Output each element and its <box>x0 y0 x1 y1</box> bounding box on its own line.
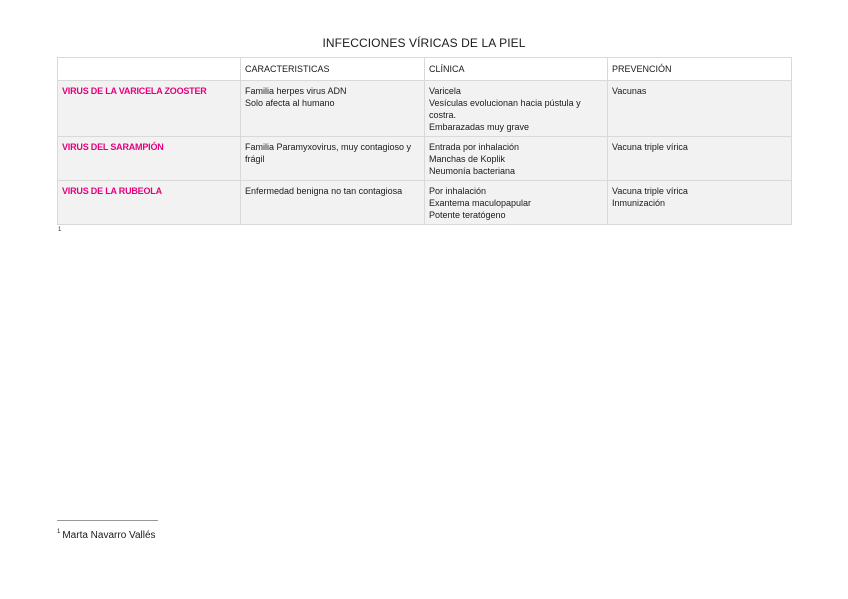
clinica-line: Neumonía bacteriana <box>429 166 516 176</box>
caracteristica-line: Familia herpes virus ADN <box>245 86 347 96</box>
footnote <box>57 530 156 541</box>
clinica-line: Por inhalación <box>429 186 487 196</box>
footnote-divider <box>57 520 158 521</box>
caracteristicas-cell <box>241 181 425 225</box>
virus-name: VIRUS DE LA VARICELA ZOOSTER <box>62 86 207 96</box>
clinica-line: Entrada por inhalación <box>429 142 520 152</box>
prevencion-cell <box>608 181 792 225</box>
caracteristica-line: Familia Paramyxovirus, muy contagioso y frágil <box>245 142 412 164</box>
clinica-cell <box>425 137 608 181</box>
clinica-line: Manchas de Koplik <box>429 154 506 164</box>
clinica-line: Embarazadas muy grave <box>429 122 530 132</box>
virus-name-cell <box>58 137 241 181</box>
table-header-row <box>58 58 792 81</box>
page-title: INFECCIONES VÍRICAS DE LA PIEL <box>322 36 526 50</box>
prevencion-line: Vacuna triple vírica <box>612 142 688 152</box>
footnote-marker: 1 <box>57 529 61 535</box>
clinica-line: Vesículas evolucionan hacia pústula y costra. <box>429 98 581 120</box>
clinica-line: Exantema maculopapular <box>429 198 532 208</box>
virus-name: VIRUS DE LA RUBEOLA <box>62 186 162 196</box>
prevencion-line: Vacunas <box>612 86 647 96</box>
caracteristica-line: Enfermedad benigna no tan contagiosa <box>245 186 403 196</box>
table-row <box>58 81 792 137</box>
caracteristicas-cell <box>241 137 425 181</box>
caracteristica-line: Solo afecta al humano <box>245 98 335 108</box>
header-caracteristicas: CARACTERISTICAS <box>241 58 425 81</box>
clinica-line: Potente teratógeno <box>429 210 506 220</box>
virus-table <box>57 57 792 225</box>
clinica-cell <box>425 181 608 225</box>
clinica-cell <box>425 81 608 137</box>
footnote-text: Marta Navarro Vallés <box>62 530 156 541</box>
header-empty <box>58 58 241 81</box>
header-clinica: CLÍNICA <box>425 58 608 81</box>
prevencion-cell <box>608 137 792 181</box>
table-row <box>58 137 792 181</box>
virus-name-cell <box>58 81 241 137</box>
virus-name: VIRUS DEL SARAMPIÓN <box>62 142 164 152</box>
prevencion-line: Inmunización <box>612 198 666 208</box>
header-prevencion: PREVENCIÓN <box>608 58 792 81</box>
caracteristicas-cell <box>241 81 425 137</box>
virus-name-cell <box>58 181 241 225</box>
clinica-line: Varicela <box>429 86 461 96</box>
prevencion-cell <box>608 81 792 137</box>
prevencion-line: Vacuna triple vírica <box>612 186 688 196</box>
table-row <box>58 181 792 225</box>
footnote-reference-marker: 1 <box>58 227 62 233</box>
